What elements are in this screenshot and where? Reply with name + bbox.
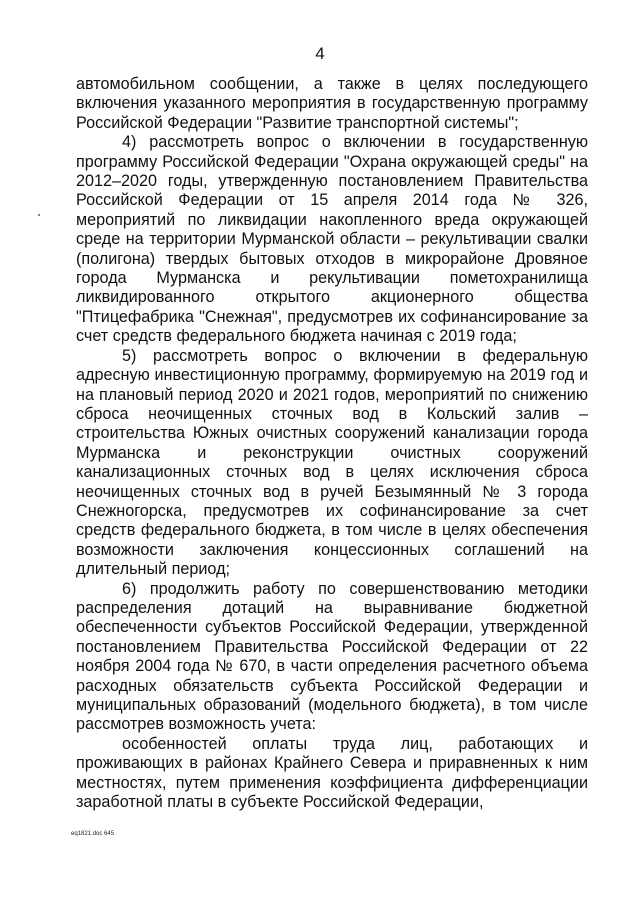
- scan-speck: [38, 214, 40, 216]
- paragraph-item-5: 5) рассмотреть вопрос о включении в федеральную адресную инвестиционную программу, формируемую на 2019 год и на плановый период 2020 и 2021 годов, мероприятий по снижению сброса неочищенных сточных вод в Кольский залив – строительства Южных очистных сооружений канализации города Мурманска и реконструкции очистных сооружений канализационных сточных вод в целях исключения сброса неочищенных сточных вод в ручей Безымянный № 3 города Снежногорска, предусмотрев их софинансирование за счет средств федерального бюджета, в том числе в целях обеспечения возможности заключения концессионных соглашений на длительный период;: [76, 346, 588, 579]
- paragraph-continuation: автомобильном сообщении, а также в целях последующего включения указанного мероприятия в государственную программу Российской Федерации "Развитие транспортной системы";: [76, 75, 588, 132]
- paragraph-item-6: 6) продолжить работу по совершенствованию методики распределения дотаций на выравнивание бюджетной обеспеченности субъектов Российской Федерации, утвержденной постановлением Правительства Российской Федерации от 22 ноября 2004 года № 670, в части определения расчетного объема расходных обязательств субъекта Российской Федерации и муниципальных образований (модельного бюджета), в том числе рассмотрев возможность учета:: [76, 579, 588, 734]
- paragraph-item-4: 4) рассмотреть вопрос о включении в государственную программу Российской Федерации "Охрана окружающей среды" на 2012–2020 годы, утвержденную постановлением Правительства Российской Федерации от 15 апреля 2014 года № 326, мероприятий по ликвидации накопленного вреда окружающей среде на территории Мурманской области – рекультивации свалки (полигона) твердых бытовых отходов в микрорайоне Дровяное города Мурманска и рекультивации пометохранилища ликвидированного открытого акционерного общества "Птицефабрика "Снежная", предусмотрев их софинансирование за счет средств федерального бюджета начиная с 2019 года;: [76, 133, 588, 346]
- document-body: [76, 75, 588, 812]
- paragraph-subitem: особенностей оплаты труда лиц, работающих и проживающих в районах Крайнего Севера и приравненных к ним местностях, путем применения коэффициента дифференциации заработной платы в субъекте Российской Федерации,: [76, 734, 588, 812]
- document-file-code: eq1821.doc 645: [71, 831, 115, 837]
- page-number: 4: [315, 44, 325, 63]
